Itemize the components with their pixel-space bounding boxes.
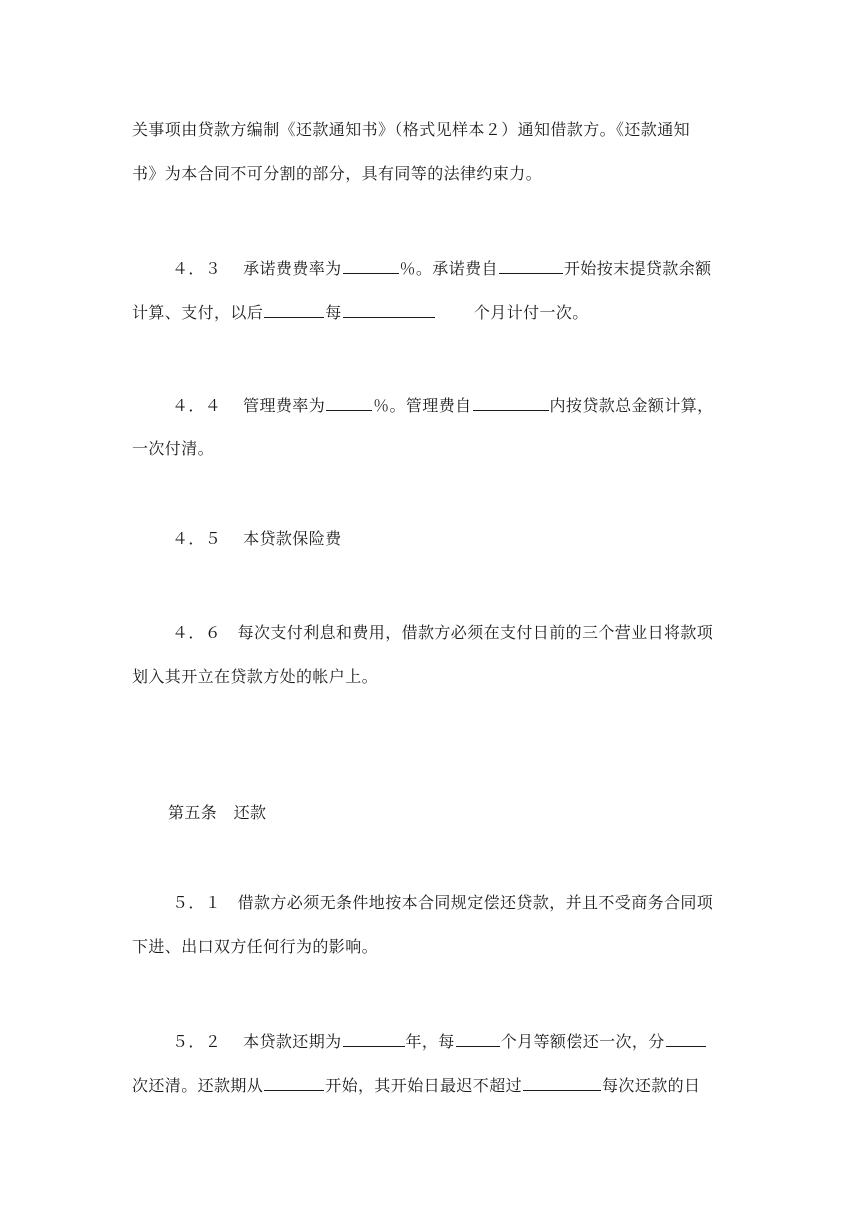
blank-field	[343, 300, 435, 318]
blank-field	[666, 1029, 706, 1047]
blank-field	[523, 1073, 601, 1091]
paragraph-5-1-line-1: ５．１ 借款方必须无条件地按本合同规定偿还贷款，并且不受商务合同项	[172, 893, 714, 912]
paragraph-5-2-line-1: ５．２ 本贷款还期为 年，每 个月等额偿还一次，分	[172, 1029, 868, 1054]
blank-field	[473, 393, 549, 411]
blank-field	[326, 393, 372, 411]
clause-number: ５．２	[172, 1032, 222, 1051]
blank-field	[499, 256, 563, 274]
blank-field	[343, 256, 399, 274]
paragraph-4-3-line-1: ４．３ 承诺费费率为 ％。承诺费自 开始按末提贷款余额	[172, 256, 868, 281]
blank-field	[343, 1029, 405, 1047]
paragraph-4-2-line-1: 关事项由贷款方编制《还款通知书》（格式见样本２）通知借款方。《还款通知	[132, 120, 691, 139]
paragraph-4-5: ４．５ 本贷款保险费	[172, 529, 342, 548]
blank-field	[456, 1029, 500, 1047]
paragraph-4-4-line-1: ４．４ 管理费率为 ％。管理费自 内按贷款总金额计算，	[172, 393, 868, 418]
clause-number: ４．４	[172, 396, 222, 415]
paragraph-5-2-line-2: 次还清。还款期从 开始，其开始日最迟不超过 每次还款的日	[132, 1073, 868, 1098]
paragraph-5-1-line-2: 下进、出口双方任何行为的影响。	[132, 937, 379, 956]
clause-number: ４．３	[172, 259, 222, 278]
article-5-heading: 第五条 还款	[168, 803, 267, 822]
paragraph-4-6-line-2: 划入其开立在贷款方处的帐户上。	[132, 667, 379, 686]
paragraph-4-6-line-1: ４．６ 每次支付利息和费用，借款方必须在支付日前的三个营业日将款项	[172, 623, 714, 642]
blank-field	[264, 1073, 324, 1091]
paragraph-4-4-line-2: 一次付清。	[132, 439, 215, 458]
paragraph-4-3-line-2: 计算、支付，以后 每 个月计付一次。	[132, 300, 868, 325]
clause-number: ５．１	[172, 893, 222, 912]
clause-number: ４．５	[172, 529, 222, 548]
paragraph-4-2-line-2: 书》为本合同不可分割的部分，具有同等的法律约束力。	[132, 164, 543, 183]
blank-field	[264, 300, 324, 318]
clause-number: ４．６	[172, 623, 222, 642]
